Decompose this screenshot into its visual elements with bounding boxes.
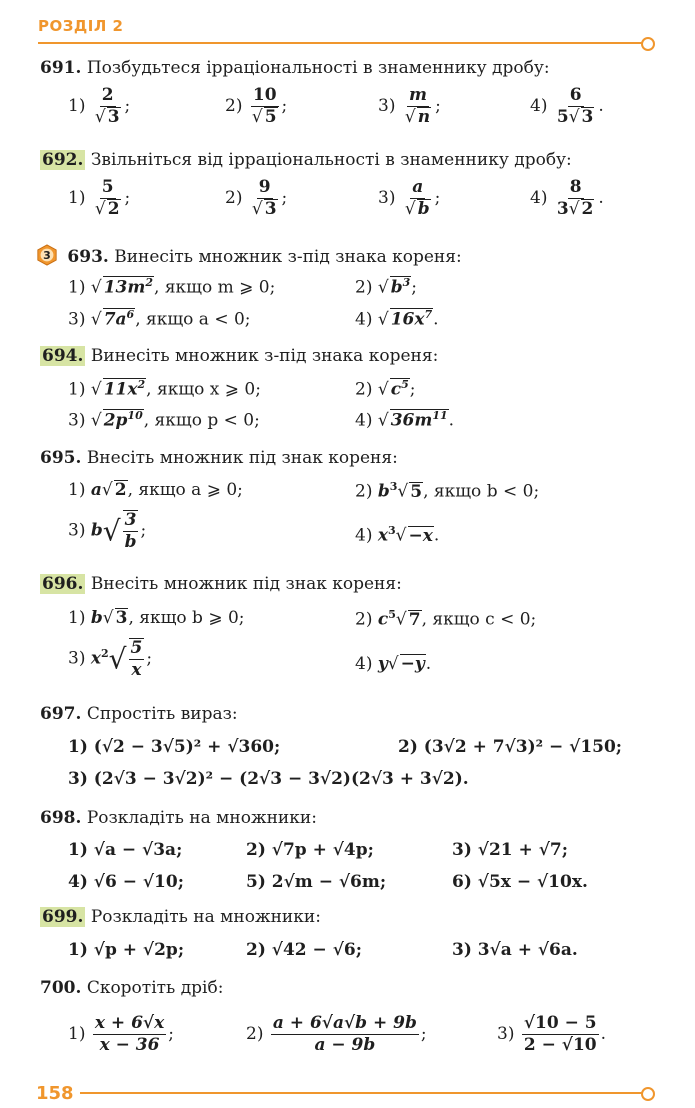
exercise-item: 1) a√ 2, якщо a ⩾ 0;	[68, 480, 243, 500]
exercise-item: 1) √p + √2p;	[68, 940, 185, 960]
task-number: 700.	[40, 978, 82, 998]
task-text: Винесіть множник з-під знака кореня:	[114, 247, 462, 267]
exercise-item: 4) $\frac{6}{5√ 3}$ .	[530, 85, 604, 127]
task-number: 699.	[42, 907, 84, 927]
exercise-item: 4) √ $36m^{11}$.	[355, 409, 455, 431]
task-text: Винесіть множник з-під знака кореня:	[90, 346, 439, 366]
exercise-item: 2) √42 − √6;	[246, 940, 362, 960]
task-number: 696.	[42, 574, 84, 594]
task-text: Розкладіть на множники:	[90, 907, 321, 927]
task-693	[36, 244, 462, 267]
exercise-item: 3) $\frac{√10 - 5}{2 - √10}$ .	[497, 1013, 607, 1055]
exercise-item: 3) b√ $\frac{3}{b}$ ;	[68, 510, 147, 552]
exercise-item: 3) 3√a + √6a.	[452, 940, 578, 960]
exercise-item: 1) b√ 3, якщо b ⩾ 0;	[68, 608, 245, 628]
task-697	[40, 704, 238, 724]
task-694-items	[68, 378, 668, 438]
exercise-item: 4) √6 − √10;	[68, 872, 184, 892]
exercise-item: 2) $b^3√$ 5, якщо b < 0;	[355, 480, 540, 502]
exercise-item: 3) $\frac{a}{√ b}$ ;	[378, 177, 441, 219]
section-header: РОЗДІЛ 2	[38, 17, 124, 35]
exercise-item: 1) (√2 − 3√5)² + √360;	[68, 737, 281, 757]
task-number: 695.	[40, 448, 82, 468]
header-rule-end	[641, 37, 655, 51]
task-number: 697.	[40, 704, 82, 724]
exercise-item: 1) $\frac{x + 6√x}{x - 36}$ ;	[68, 1013, 174, 1055]
exercise-item: 3) $\frac{m}{√ n}$ ;	[378, 85, 441, 127]
task-695-items	[68, 480, 668, 570]
difficulty-level-icon	[36, 244, 58, 266]
task-692	[40, 150, 572, 170]
task-text: Внесіть множник під знак кореня:	[86, 448, 398, 468]
exercise-item: 2) √ $c^5$;	[355, 378, 416, 400]
task-text: Спростіть вираз:	[86, 704, 238, 724]
exercise-item: 2) $\frac{10}{√ 5}$ ;	[225, 85, 288, 127]
exercise-item: 3) $x^2√$ $\frac{5}{x}$ ;	[68, 638, 153, 680]
task-text: Внесіть множник під знак кореня:	[90, 574, 402, 594]
task-696	[40, 574, 402, 594]
exercise-item: 3) √ $7a^6$, якщо a < 0;	[68, 308, 251, 330]
exercise-item: 1) √ $11x^2$, якщо x ⩾ 0;	[68, 378, 261, 400]
exercise-item: 3) (2√3 − 3√2)² − (2√3 − 3√2)(2√3 + 3√2).	[68, 769, 469, 789]
exercise-item: 4) √ $16x^7$.	[355, 308, 439, 330]
task-number: 691.	[40, 58, 82, 78]
task-694	[40, 346, 438, 366]
exercise-item: 3) √21 + √7;	[452, 840, 568, 860]
page-number: 158	[36, 1083, 74, 1104]
exercise-item: 3) √ $2p^{10}$, якщо p < 0;	[68, 409, 260, 431]
exercise-item: 2) $\frac{a + 6√a√b + 9b}{a - 9b}$ ;	[246, 1013, 427, 1055]
task-697-items	[68, 737, 668, 801]
exercise-item: 2) (3√2 + 7√3)² − √150;	[398, 737, 623, 757]
exercise-item: 4) $x^3√ -x$.	[355, 524, 440, 546]
task-693-items	[68, 276, 668, 336]
task-698-items	[68, 840, 668, 904]
task-700	[40, 978, 223, 998]
task-696-items	[68, 608, 668, 698]
exercise-item: 1) √ $13m^2$, якщо m ⩾ 0;	[68, 276, 276, 298]
task-number: 694.	[42, 346, 84, 366]
exercise-item: 1) $\frac{2}{√ 3}$ ;	[68, 85, 131, 127]
task-number: 698.	[40, 808, 82, 828]
exercise-item: 4) y√ −y.	[355, 654, 432, 674]
task-text: Звільніться від ірраціональності в знаменнику дробу:	[90, 150, 572, 170]
exercise-item: 1) √a − √3a;	[68, 840, 183, 860]
header-rule	[38, 42, 644, 44]
svg-text:3: 3	[43, 249, 51, 263]
footer-rule	[80, 1092, 644, 1094]
task-number: 693.	[67, 247, 109, 267]
task-text: Розкладіть на множники:	[86, 808, 317, 828]
task-698	[40, 808, 317, 828]
task-695	[40, 448, 398, 468]
exercise-item: 4) $\frac{8}{3√ 2}$ .	[530, 177, 604, 219]
exercise-item: 2) $\frac{9}{√ 3}$ ;	[225, 177, 288, 219]
exercise-item: 5) 2√m − √6m;	[246, 872, 387, 892]
task-691	[40, 58, 550, 78]
exercise-item: 1) $\frac{5}{√ 2}$ ;	[68, 177, 131, 219]
exercise-item: 2) √7p + √4p;	[246, 840, 374, 860]
task-text: Скоротіть дріб:	[86, 978, 224, 998]
exercise-item: 2) √ $b^3$;	[355, 276, 417, 298]
exercise-item: 2) $c^5√$ 7, якщо c < 0;	[355, 608, 537, 630]
footer-rule-end	[641, 1087, 655, 1101]
task-number: 692.	[42, 150, 84, 170]
task-699	[40, 907, 321, 927]
exercise-item: 6) √5x − √10x.	[452, 872, 588, 892]
task-text: Позбудьтеся ірраціональності в знаменнику дробу:	[86, 58, 550, 78]
